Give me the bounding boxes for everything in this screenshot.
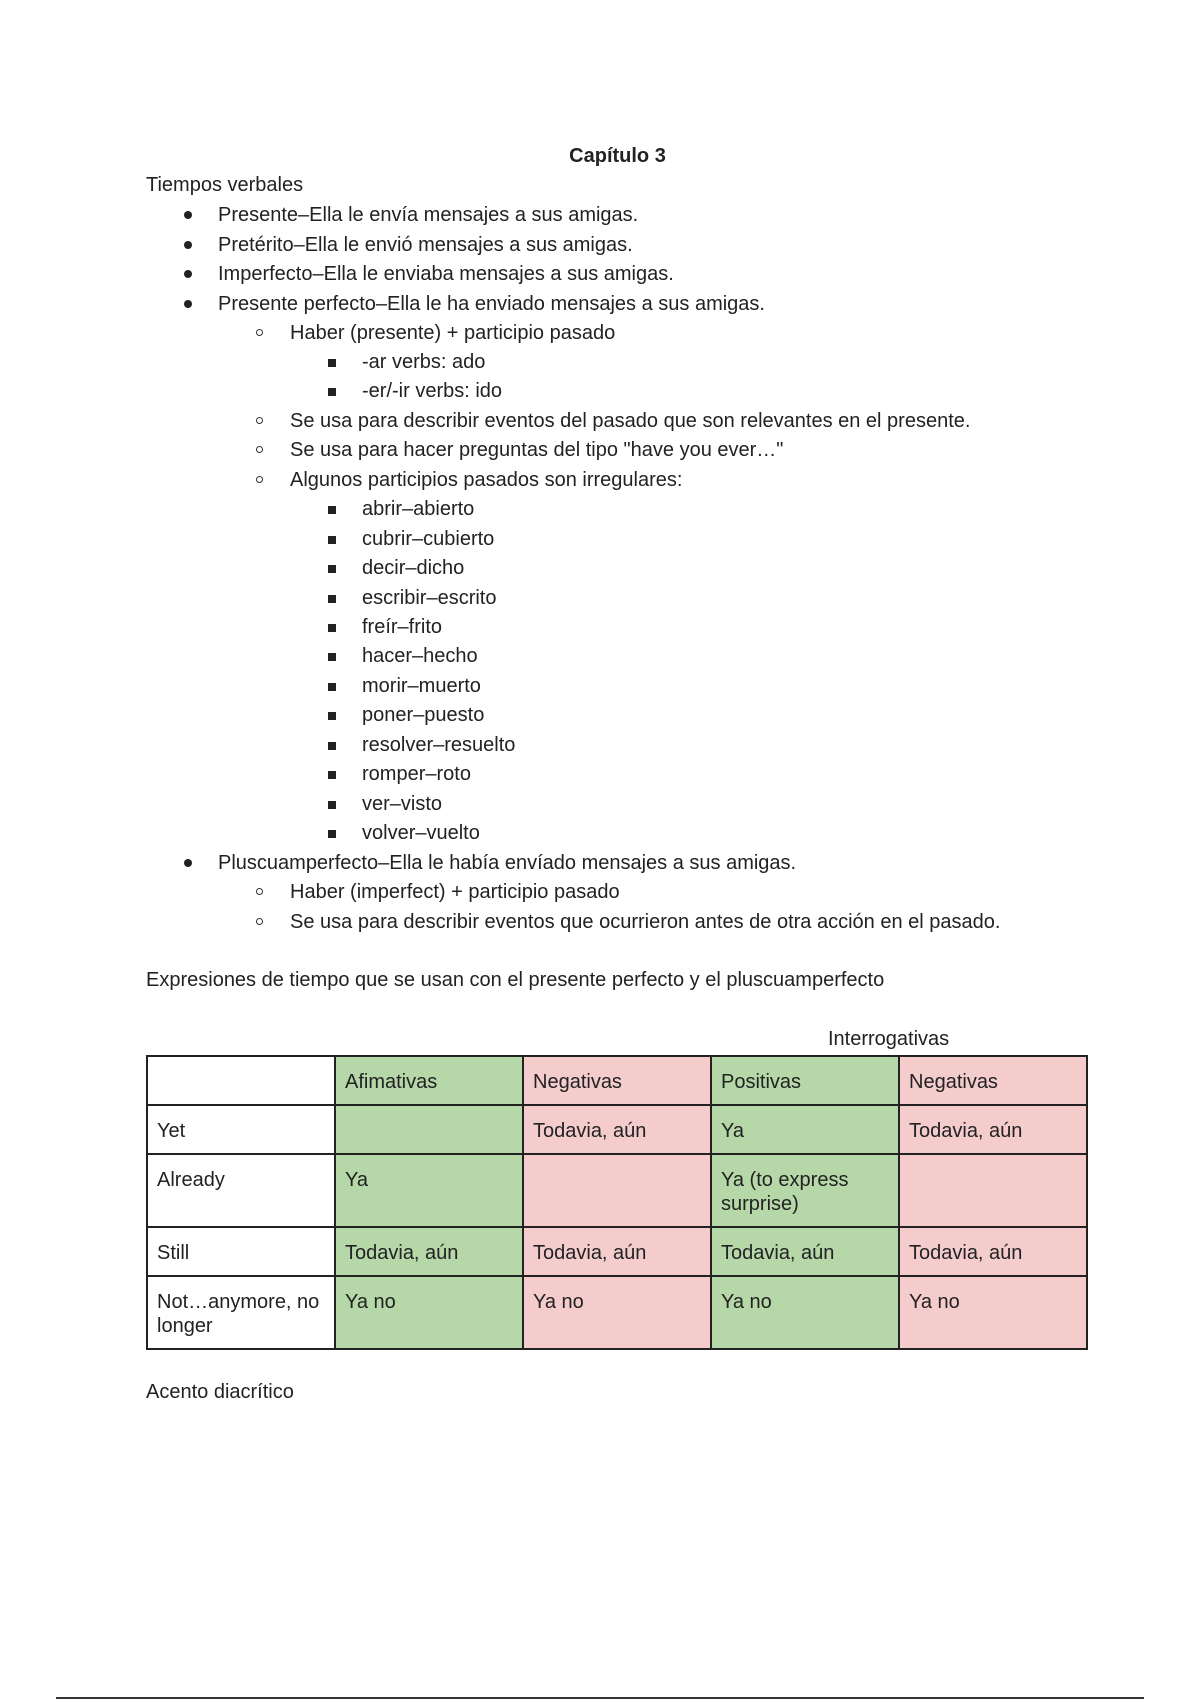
header-cell: Afimativas (335, 1056, 523, 1105)
list-item-text: Presente perfecto–Ella le ha enviado mensajes a sus amigas. (218, 293, 765, 315)
bullet-circle-icon (254, 438, 266, 461)
sub-list-item-text: Se usa para hacer preguntas del tipo "have you ever…" (290, 439, 784, 461)
table-cell: Todavia, aún (523, 1105, 711, 1154)
bullet-disc-icon (182, 203, 194, 227)
sub-list-item-text: Se usa para describir eventos del pasado que son relevantes en el presente. (290, 410, 971, 432)
list-item-text: abrir–abierto (362, 498, 475, 520)
bullet-circle-icon (254, 910, 266, 933)
bullet-disc-icon (182, 233, 194, 257)
table-row (147, 1276, 1087, 1349)
section-heading-expresiones: Expresiones de tiempo que se usan con el presente perfecto y el pluscuamperfecto (146, 969, 885, 991)
page-title: Capítulo 3 (569, 145, 666, 167)
table-cell: Ya (711, 1105, 899, 1154)
bullet-disc-icon (182, 292, 194, 316)
list-item-text: resolver–resuelto (362, 734, 516, 756)
list-item-text: cubrir–cubierto (362, 528, 495, 550)
bullet-square-icon (326, 733, 338, 759)
bullet-square-icon (326, 644, 338, 670)
header-cell: Negativas (523, 1056, 711, 1105)
bullet-square-icon (326, 821, 338, 847)
table-cell: Todavia, aún (711, 1227, 899, 1276)
bullet-disc-icon (182, 851, 194, 875)
bullet-circle-icon (254, 321, 266, 344)
table-cell: Todavia, aún (335, 1227, 523, 1276)
list-item-text: Imperfecto–Ella le enviaba mensajes a sus amigas. (218, 263, 674, 285)
list-item-text: freír–frito (362, 616, 443, 638)
list-item-text: decir–dicho (362, 557, 465, 579)
table-cell (335, 1105, 523, 1154)
sub-list-item-text: Haber (presente) + participio pasado (290, 322, 616, 344)
row-label-cell: Not…anymore, no longer (147, 1276, 335, 1349)
table-cell: Todavia, aún (899, 1105, 1087, 1154)
row-label-cell: Already (147, 1154, 335, 1227)
table-row (147, 1105, 1087, 1154)
bullet-square-icon (326, 792, 338, 818)
list-item-text: hacer–hecho (362, 645, 478, 667)
list-item-text: poner–puesto (362, 704, 485, 726)
bullet-square-icon (326, 674, 338, 700)
bullet-circle-icon (254, 880, 266, 903)
table-cell (899, 1154, 1087, 1227)
list-item-text: escribir–escrito (362, 587, 497, 609)
bullet-square-icon (326, 379, 338, 405)
list-item-text: Presente–Ella le envía mensajes a sus amigas. (218, 204, 639, 226)
list-item-text: ver–visto (362, 793, 443, 815)
bullet-circle-icon (254, 409, 266, 432)
table-row (147, 1154, 1087, 1227)
sub-sub-list-item-text: -ar verbs: ado (362, 351, 486, 373)
bullet-square-icon (326, 703, 338, 729)
interrogativas-label: Interrogativas (828, 1028, 950, 1050)
table-row (147, 1227, 1087, 1276)
table-cell: Todavia, aún (899, 1227, 1087, 1276)
bullet-disc-icon (182, 262, 194, 286)
bullet-square-icon (326, 586, 338, 612)
header-cell: Negativas (899, 1056, 1087, 1105)
bullet-square-icon (326, 350, 338, 376)
list-item-text: volver–vuelto (362, 822, 480, 844)
header-cell (147, 1056, 335, 1105)
row-label-cell: Still (147, 1227, 335, 1276)
list-item-text: morir–muerto (362, 675, 481, 697)
sub-list-item-text: Se usa para describir eventos que ocurrieron antes de otra acción en el pasado. (290, 911, 1001, 933)
table-header-row (147, 1056, 1087, 1105)
table-cell: Ya no (335, 1276, 523, 1349)
bullet-square-icon (326, 556, 338, 582)
bullet-square-icon (326, 762, 338, 788)
page-bottom-divider (56, 1697, 1144, 1699)
table-cell: Ya no (711, 1276, 899, 1349)
table-cell: Ya (335, 1154, 523, 1227)
table-cell: Todavia, aún (523, 1227, 711, 1276)
bullet-square-icon (326, 527, 338, 553)
section-heading-acento: Acento diacrítico (146, 1381, 294, 1403)
list-item-text: Pretérito–Ella le envió mensajes a sus amigas. (218, 234, 633, 256)
sub-sub-list-item-text: -er/-ir verbs: ido (362, 380, 503, 402)
section-heading-tiempos: Tiempos verbales (146, 174, 304, 196)
bullet-square-icon (326, 497, 338, 523)
table-cell: Ya (to express surprise) (711, 1154, 899, 1227)
row-label-cell: Yet (147, 1105, 335, 1154)
header-cell: Positivas (711, 1056, 899, 1105)
table-cell: Ya no (523, 1276, 711, 1349)
list-item-text: romper–roto (362, 763, 471, 785)
list-item-text: Pluscuamperfecto–Ella le había envíado mensajes a sus amigas. (218, 852, 797, 874)
table-cell (523, 1154, 711, 1227)
table-cell: Ya no (899, 1276, 1087, 1349)
sub-list-item-text: Haber (imperfect) + participio pasado (290, 881, 620, 903)
expressions-table (146, 1055, 1088, 1350)
bullet-circle-icon (254, 468, 266, 491)
bullet-square-icon (326, 615, 338, 641)
sub-list-item-text: Algunos participios pasados son irregulares: (290, 469, 683, 491)
